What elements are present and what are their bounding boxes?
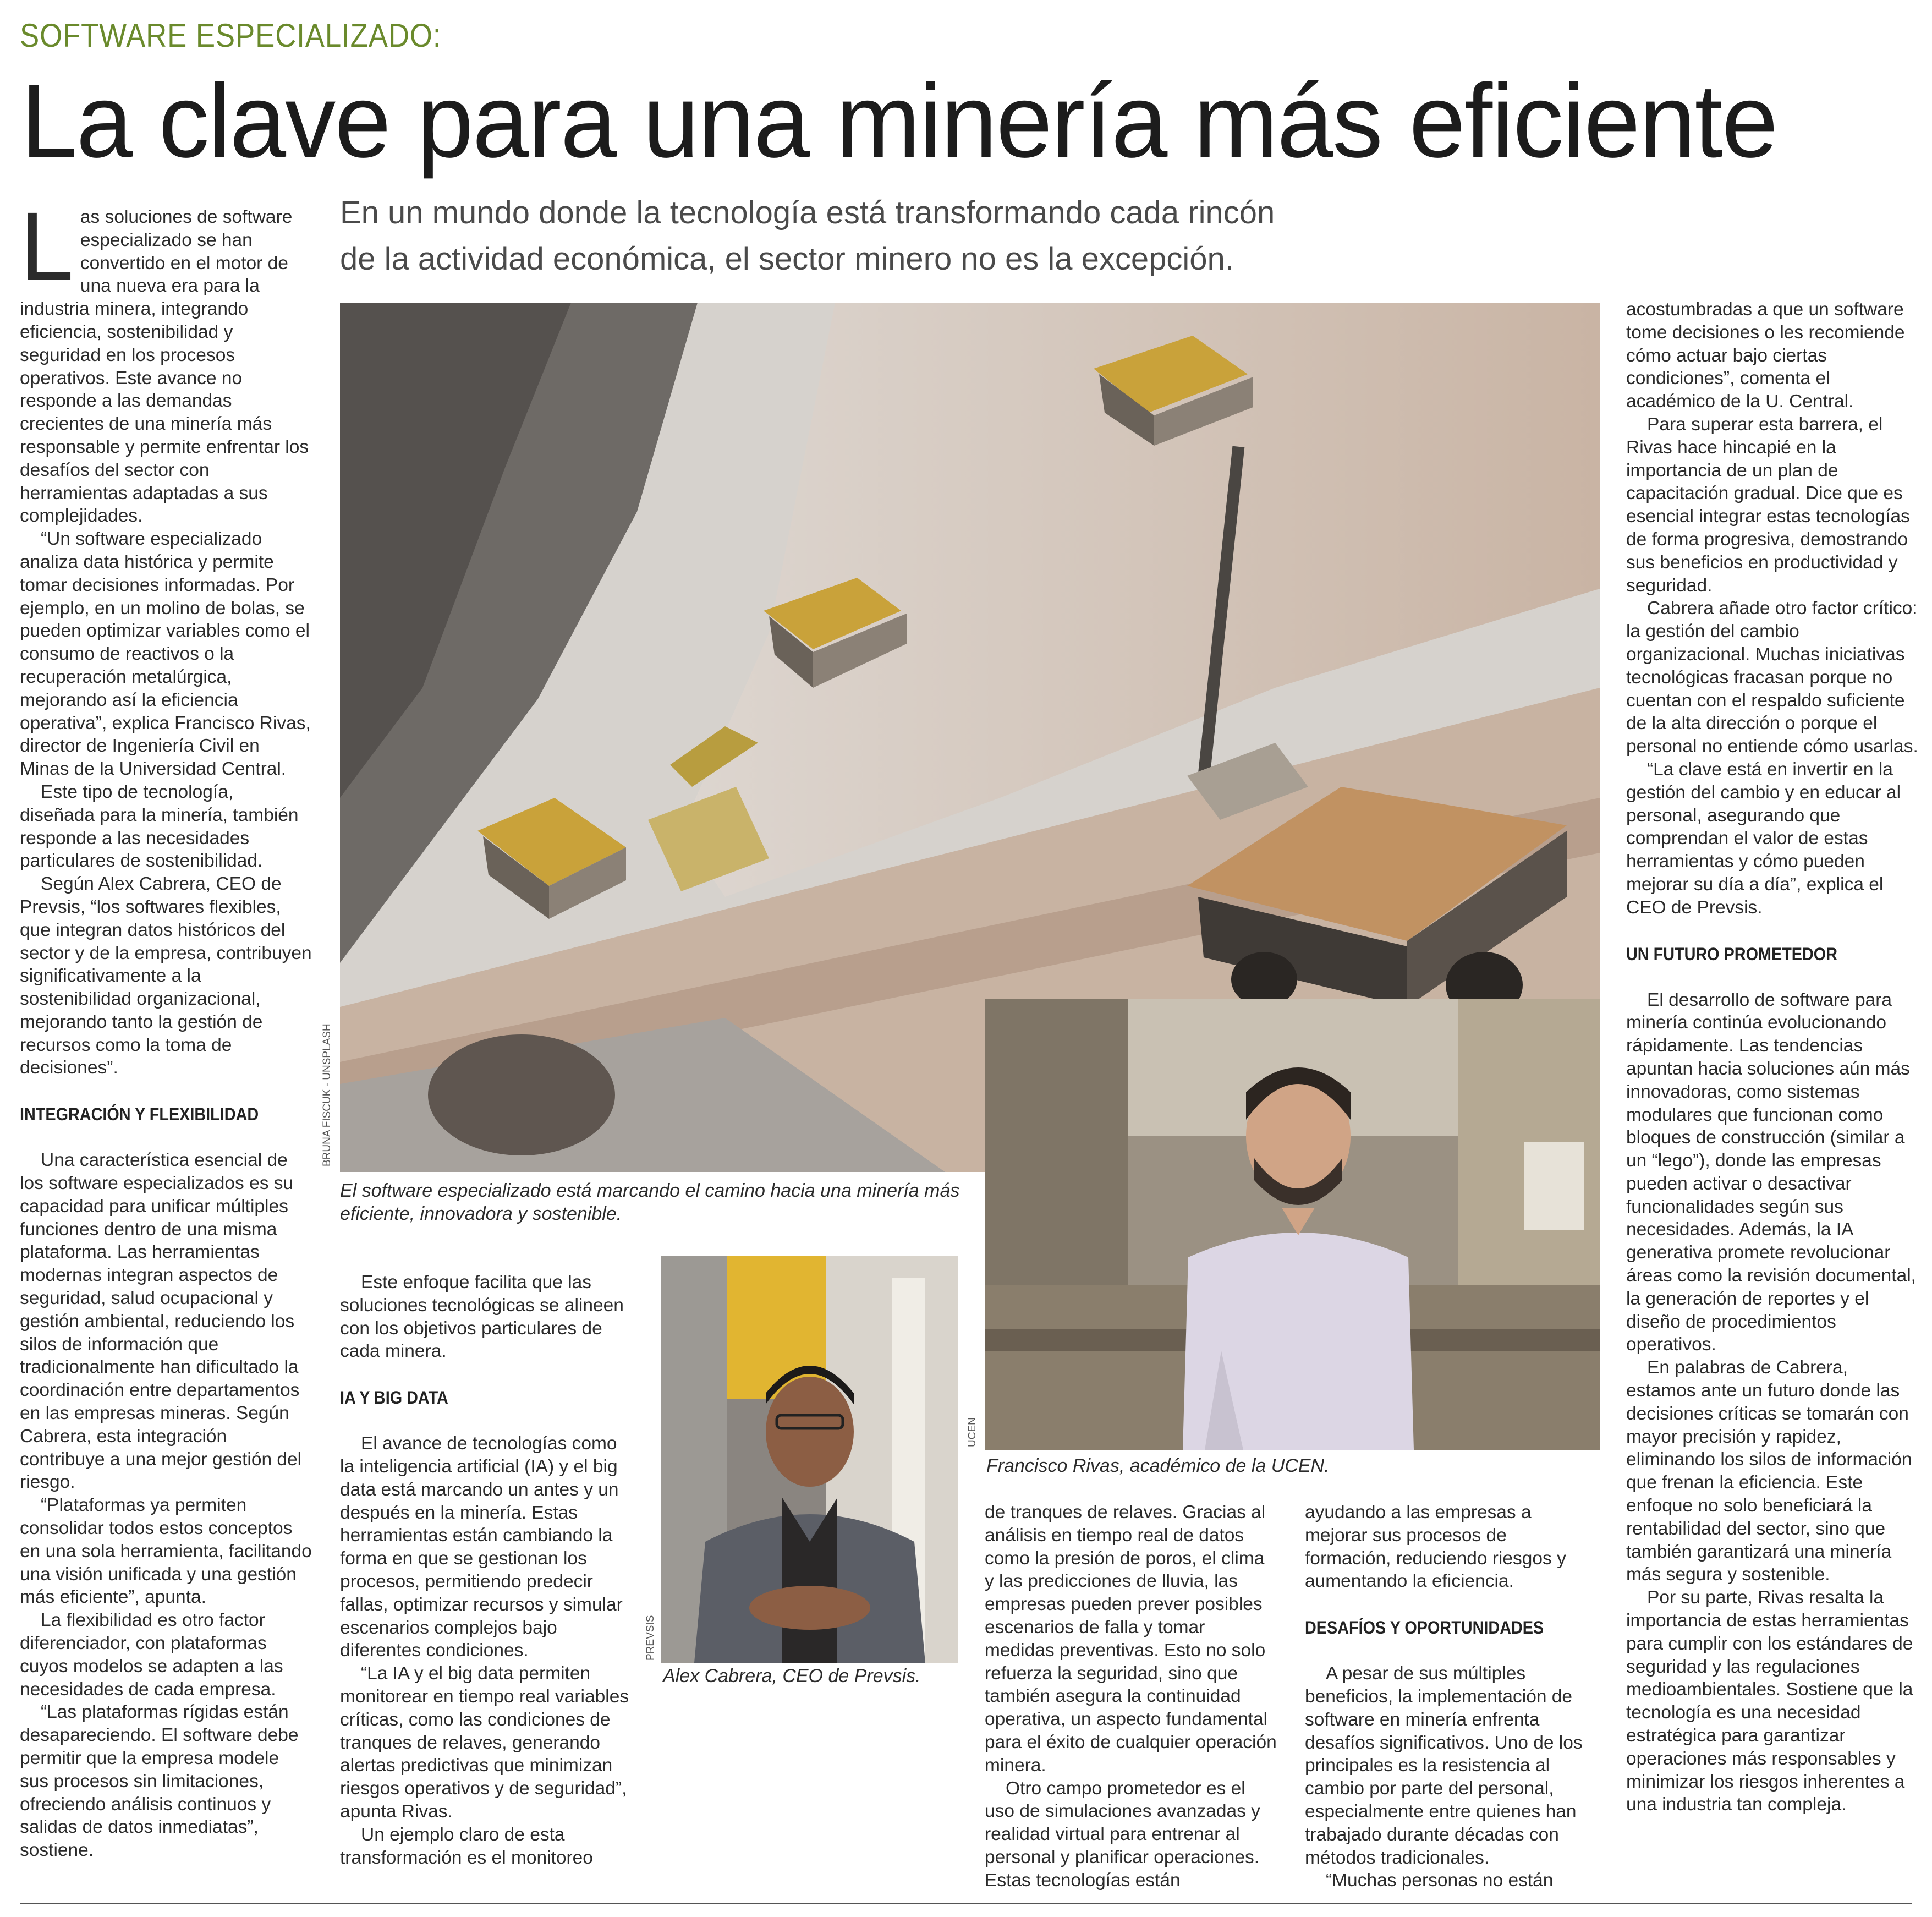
paragraph: En palabras de Cabrera, estamos ante un futuro donde las decisiones críticas se tomarán con mayor precisión y rapidez, eliminando los silos de información que frenan la eficiencia. Este enfoque no solo beneficiará la rentabilidad del sector, sino que también garantizará una minería más segura y sostenible. [1626,1357,1912,1585]
photo-alex-cabrera [661,1256,958,1663]
paragraph: El avance de tecnologías como la inteligencia artificial (IA) y el big data está marcando un antes y un después en la minería. Estas herramientas están cambiando la forma en que se gestionan los procesos, permitiendo predecir fallas, optimizar recursos y simular escenarios complejos bajo diferentes condiciones. [340,1433,623,1661]
column-4 [1305,1501,1598,1892]
paragraph: Otro campo prometedor es el uso de simulaciones avanzadas y realidad virtual para entrenar al personal y planificar operaciones. Estas tecnologías están [985,1778,1260,1891]
column-2 [340,1271,633,1869]
paragraph: “Muchas personas no están [1326,1870,1554,1891]
paragraph: A pesar de sus múltiples beneficios, la implementación de software en minería enfrenta desafíos significativos. Uno de los principales es la resistencia al cambio por parte del personal, especialmente entre quienes han trabajado durante décadas con métodos tradicionales. [1305,1663,1583,1868]
photo-credit-cabrera: PREVSIS [645,1615,656,1661]
paragraph: de tranques de relaves. Gracias al análisis en tiempo real de datos como la presión de poros, el clima y las predicciones de lluvia, las empresas pueden prever posibles escenarios de falla y tomar medidas preventivas. Esto no solo refuerza la seguridad, sino que también asegura la continuidad operativa, un aspecto fundamental para el éxito de cualquier operación minera. [985,1502,1277,1776]
caption-main: El software especializado está marcando el camino hacia una minería más eficiente, innovadora y sostenible. [340,1180,960,1224]
photo-credit-rivas: UCEN [967,1417,978,1447]
paragraph: “La clave está en invertir en la gestión del cambio y en educar al personal, asegurando que comprendan el valor de estas herramientas y cómo pueden mejorar su día a día”, explica el CEO de Prevsis. [1626,759,1901,918]
paragraph: Este tipo de tecnología, diseñada para la minería, también responde a las necesidades particulares de sostenibilidad. [20,781,299,872]
paragraph: La flexibilidad es otro factor diferenciador, con plataformas cuyos modelos se adapten a las necesidades de cada empresa. [20,1610,283,1700]
deck [340,190,1440,282]
paragraph: “Plataformas ya permiten consolidar todos estos conceptos en una sola herramienta, facilitando una visión unificada y una gestión más eficiente”, apunta. [20,1495,312,1608]
paragraph: Un ejemplo claro de esta transformación es el monitoreo [340,1824,593,1868]
subhead-integracion: INTEGRACIÓN Y FLEXIBILIDAD [20,1104,259,1125]
column-3 [985,1501,1277,1892]
paragraph: El desarrollo de software para minería continúa evolucionando rápidamente. Las tendencias apuntan hacia soluciones aún más innovadoras, como sistemas modulares que funcionan como bloques de construcción (similar a un “lego”), donde las empresas pueden activar o desactivar funcionalidades según sus necesidades. Además, la IA generativa promete revolucionar áreas como la revisión documental, la generación de reportes y el diseño de procedimientos operativos. [1626,989,1916,1355]
subhead-ia: IA Y BIG DATA [340,1388,448,1408]
caption-cabrera: Alex Cabrera, CEO de Prevsis. [663,1666,921,1686]
column-1 [20,193,312,1862]
column-5 [1626,298,1919,1816]
kicker: SOFTWARE ESPECIALIZADO: [20,17,442,54]
subhead-futuro: UN FUTURO PROMETEDOR [1626,944,1837,964]
subhead-desafios: DESAFÍOS Y OPORTUNIDADES [1305,1618,1544,1638]
paragraph: “Un software especializado analiza data histórica y permite tomar decisiones informadas. Por ejemplo, en un molino de bolas, se pueden optimizar variables como el consumo de reactivos o la recuperación metalúrgica, mejorando así la eficiencia operativa”, explica Francisco Rivas, director de Ingeniería Civil en Minas de la Universidad Central. [20,529,311,780]
deck-line-1: En un mundo donde la tecnología está transformando cada rincón [340,195,1275,231]
deck-line-2: de la actividad económica, el sector minero no es la excepción. [340,241,1234,277]
paragraph: Según Alex Cabrera, CEO de Prevsis, “los softwares flexibles, que integran datos históricos del sector y de la empresa, contribuyen significativamente a la sostenibilidad organizacional, mejorando tanto la gestión de recursos como la toma de decisiones”. [20,874,312,1078]
paragraph: “La IA y el big data permiten monitorear en tiempo real variables críticas, como las condiciones de tranques de relaves, generando alertas predictivas que minimizan riesgos operativos y de seguridad”, apunta Rivas. [340,1663,629,1822]
paragraph: Para superar esta barrera, el Rivas hace hincapié en la importancia de un plan de capacitación gradual. Dice que es esencial integrar estas tecnologías de forma progresiva, demostrando sus beneficios en productividad y seguridad. [1626,414,1910,596]
paragraph: Este enfoque facilita que las soluciones tecnológicas se alineen con los objetivos particulares de cada minera. [340,1272,624,1362]
bottom-rule [20,1903,1912,1904]
paragraph: Una característica esencial de los software especializados es su capacidad para unificar múltiples funciones dentro de una misma plataforma. Las herramientas modernas integran aspectos de seguridad, salud ocupacional y gestión ambiental, reduciendo los silos de información que tradicionalmente han dificultado la coordinación entre departamentos en las empresas mineras. Según Cabrera, esta integración contribuye a una mejor gestión del riesgo. [20,1150,302,1493]
photo-credit-main: BRUNA FISCUK - UNSPLASH [321,1023,333,1166]
dropcap: L [20,193,74,300]
photo-francisco-rivas [985,999,1600,1450]
paragraph: as soluciones de software especializado se han convertido en el motor de una nueva era para la industria minera, integrando eficiencia, sostenibilidad y seguridad en los procesos operativos. Este avance no responde a las demandas crecientes de una minería más responsable y permite enfrentar los desafíos del sector con herramientas adaptadas a sus complejidades. [20,207,309,527]
paragraph: Por su parte, Rivas resalta la importancia de estas herramientas para cumplir con los estándares de seguridad y las regulaciones medioambientales. Sostiene que la tecnología es una necesidad estratégica para garantizar operaciones más responsables y minimizar los riesgos inherentes a una industria tan compleja. [1626,1587,1913,1815]
paragraph: “Las plataformas rígidas están desapareciendo. El software debe permitir que la empresa modele sus procesos sin limitaciones, ofreciendo análisis continuos y salidas de datos inmediatas”, sostiene. [20,1702,299,1861]
paragraph: ayudando a las empresas a mejorar sus procesos de formación, reduciendo riesgos y aumentando la eficiencia. [1305,1502,1566,1592]
headline: La clave para una minería más eficiente [21,63,1777,179]
caption-rivas: Francisco Rivas, académico de la UCEN. [986,1455,1330,1476]
paragraph: Cabrera añade otro factor crítico: la gestión del cambio organizacional. Muchas iniciativas tecnológicas fracasan porque no cuentan con el respaldo suficiente de la alta dirección o porque el personal no entiende cómo usarlas. [1626,598,1918,757]
paragraph: acostumbradas a que un software tome decisiones o les recomiende cómo actuar bajo ciertas condiciones”, comenta el académico de la U. Central. [1626,299,1905,412]
